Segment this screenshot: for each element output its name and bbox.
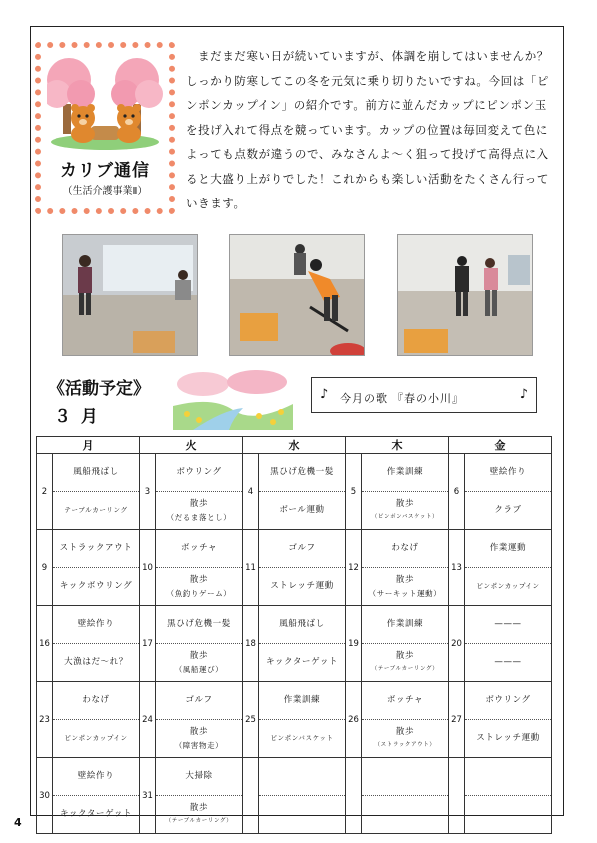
afternoon-activity-detail: （テーブルカーリング）	[371, 665, 439, 672]
afternoon-activity	[362, 492, 448, 529]
morning-activity	[465, 758, 551, 796]
day-activities	[362, 530, 449, 606]
morning-activity: ボッチャ	[362, 682, 448, 720]
day-number: 11	[243, 530, 259, 606]
day-activities	[465, 682, 552, 758]
afternoon-activity: ストレッチ運動	[476, 733, 540, 743]
day-number: 5	[346, 454, 362, 530]
newsletter-subtitle: （生活介護事業Ⅱ）	[62, 186, 148, 197]
afternoon-activity	[362, 720, 448, 757]
afternoon-activity	[156, 644, 242, 681]
week-row	[37, 454, 552, 530]
music-note-icon: ♪	[519, 387, 528, 402]
week-row	[37, 530, 552, 606]
morning-activity: ———	[465, 606, 551, 644]
afternoon-activity: ピンポンカップイン	[64, 734, 128, 742]
morning-activity: 作業訓練	[259, 682, 345, 720]
day-number: 30	[37, 758, 53, 834]
day-number: 25	[243, 682, 259, 758]
day-activities	[156, 530, 243, 606]
afternoon-activity-main: 散歩	[395, 726, 415, 737]
afternoon-activity: クラブ	[494, 505, 522, 515]
morning-activity: ボウリング	[465, 682, 551, 720]
afternoon-activity	[156, 720, 242, 757]
day-number: 27	[449, 682, 465, 758]
day-activities	[259, 454, 346, 530]
day-activities	[259, 530, 346, 606]
morning-activity: 作業訓練	[362, 606, 448, 644]
activity-photo-1	[62, 234, 198, 356]
day-activities	[156, 454, 243, 530]
day-activities	[465, 758, 552, 834]
afternoon-activity	[156, 492, 242, 529]
day-activities	[465, 530, 552, 606]
month-label: ３ 月	[54, 407, 100, 427]
weekday-header: 月	[37, 437, 140, 454]
afternoon-activity-main: 散歩	[189, 802, 209, 813]
schedule-heading: 《活動予定》	[48, 379, 150, 399]
day-activities	[259, 682, 346, 758]
bears-under-trees-illustration	[47, 52, 163, 152]
newsletter-title: カリブ通信	[60, 161, 150, 181]
afternoon-activity-main: 散歩	[395, 650, 415, 661]
morning-activity: 黒ひげ危機一髪	[156, 606, 242, 644]
intro-paragraph: まだまだ寒い日が続いていますが、体調を崩してはいませんか？しっかり防寒してこの冬を元気に乗り切りたいですね。今回は「ピンポンカップイン」の紹介です。前方に並んだカップにピンポン玉を投げ入れて得点を競っています。カップの位置は毎回変えて色によっても点数が違うので、みなさんよ～く狙って投げて高得点に入ると大盛り上がりでした！これからも楽しい活動をたくさん行っていきます。	[186, 49, 549, 210]
spring-river-illustration	[173, 366, 293, 430]
day-activities	[53, 454, 140, 530]
week-row	[37, 606, 552, 682]
afternoon-activity-detail: （障害物走）	[174, 740, 224, 750]
monthly-schedule-table	[36, 436, 552, 834]
day-number: 2	[37, 454, 53, 530]
morning-activity: ボウリング	[156, 454, 242, 492]
day-activities	[465, 454, 552, 530]
day-number: 10	[140, 530, 156, 606]
afternoon-activity-detail: （サーキット運動）	[368, 588, 442, 598]
morning-activity: 壁絵作り	[53, 606, 139, 644]
weekday-header-row	[37, 437, 552, 454]
music-note-icon: ♪	[320, 387, 329, 402]
day-activities	[465, 606, 552, 682]
weekday-header: 火	[140, 437, 243, 454]
afternoon-activity	[362, 644, 448, 681]
afternoon-activity	[259, 796, 345, 833]
morning-activity: 風船飛ばし	[259, 606, 345, 644]
page-number: 4	[14, 816, 22, 829]
morning-activity: 作業訓練	[362, 454, 448, 492]
day-activities	[362, 606, 449, 682]
day-number: 18	[243, 606, 259, 682]
afternoon-activity: ストレッチ運動	[270, 581, 334, 591]
day-activities	[53, 682, 140, 758]
song-label: 今月の歌	[340, 392, 388, 405]
afternoon-activity-detail: （魚釣りゲーム）	[166, 588, 232, 598]
activity-photo-2	[229, 234, 365, 356]
afternoon-activity	[362, 568, 448, 605]
morning-activity: 風船飛ばし	[53, 454, 139, 492]
afternoon-activity-detail: （ピンポンバスケット）	[371, 513, 439, 520]
morning-activity: ゴルフ	[259, 530, 345, 568]
day-number: 17	[140, 606, 156, 682]
weekday-header: 水	[243, 437, 346, 454]
afternoon-activity	[362, 796, 448, 833]
afternoon-activity	[156, 568, 242, 605]
week-row	[37, 758, 552, 834]
afternoon-activity-detail: （風船運び）	[174, 664, 224, 674]
day-number	[243, 758, 259, 834]
day-number: 13	[449, 530, 465, 606]
day-activities	[53, 606, 140, 682]
day-activities	[362, 454, 449, 530]
morning-activity: ボッチャ	[156, 530, 242, 568]
activity-photo-3	[397, 234, 533, 356]
song-title: 『春の小川』	[392, 392, 464, 405]
afternoon-activity-detail: （だるま落とし）	[166, 512, 232, 522]
afternoon-activity: ピンポンバスケット	[270, 734, 334, 742]
morning-activity: 黒ひげ危機一髪	[259, 454, 345, 492]
morning-activity: 大掃除	[156, 758, 242, 796]
morning-activity	[259, 758, 345, 796]
song-of-month-box	[311, 377, 537, 413]
morning-activity: 壁絵作り	[465, 454, 551, 492]
weekday-header: 金	[449, 437, 552, 454]
afternoon-activity: テーブルカーリング	[64, 506, 128, 514]
afternoon-activity: ボール運動	[279, 505, 325, 515]
day-activities	[156, 682, 243, 758]
day-number: 20	[449, 606, 465, 682]
day-number: 23	[37, 682, 53, 758]
day-activities	[362, 758, 449, 834]
afternoon-activity-detail: （テーブルカーリング）	[165, 817, 233, 824]
day-number	[346, 758, 362, 834]
afternoon-activity-main: 散歩	[189, 574, 209, 585]
day-activities	[53, 758, 140, 834]
day-number: 6	[449, 454, 465, 530]
day-number: 26	[346, 682, 362, 758]
morning-activity: ストラックアウト	[53, 530, 139, 568]
afternoon-activity-main: 散歩	[189, 498, 209, 509]
day-number: 12	[346, 530, 362, 606]
morning-activity: 作業運動	[465, 530, 551, 568]
afternoon-activity: 大漁はだ～れ？	[64, 657, 128, 667]
day-activities	[156, 758, 243, 834]
day-number: 19	[346, 606, 362, 682]
day-number: 9	[37, 530, 53, 606]
afternoon-activity: キックターゲット	[59, 809, 133, 819]
day-activities	[156, 606, 243, 682]
morning-activity: わなげ	[362, 530, 448, 568]
afternoon-activity-main: 散歩	[189, 726, 209, 737]
afternoon-activity-main: 散歩	[395, 498, 415, 509]
day-number	[449, 758, 465, 834]
weekday-header: 木	[346, 437, 449, 454]
day-activities	[259, 606, 346, 682]
day-activities	[259, 758, 346, 834]
newsletter-logo	[35, 42, 175, 214]
afternoon-activity: キックターゲット	[265, 657, 339, 667]
afternoon-activity: キックボウリング	[59, 581, 133, 591]
day-number: 31	[140, 758, 156, 834]
morning-activity: 壁絵作り	[53, 758, 139, 796]
afternoon-activity: ———	[494, 657, 522, 667]
week-row	[37, 682, 552, 758]
day-activities	[53, 530, 140, 606]
afternoon-activity: ピンポンカップイン	[476, 582, 540, 590]
afternoon-activity	[156, 796, 242, 833]
morning-activity	[362, 758, 448, 796]
day-number: 24	[140, 682, 156, 758]
day-activities	[362, 682, 449, 758]
afternoon-activity-main: 散歩	[189, 650, 209, 661]
day-number: 4	[243, 454, 259, 530]
afternoon-activity	[465, 796, 551, 833]
day-number: 3	[140, 454, 156, 530]
morning-activity: ゴルフ	[156, 682, 242, 720]
afternoon-activity-main: 散歩	[395, 574, 415, 585]
morning-activity: わなげ	[53, 682, 139, 720]
afternoon-activity-detail: （ストラックアウト）	[374, 741, 436, 748]
day-number: 16	[37, 606, 53, 682]
